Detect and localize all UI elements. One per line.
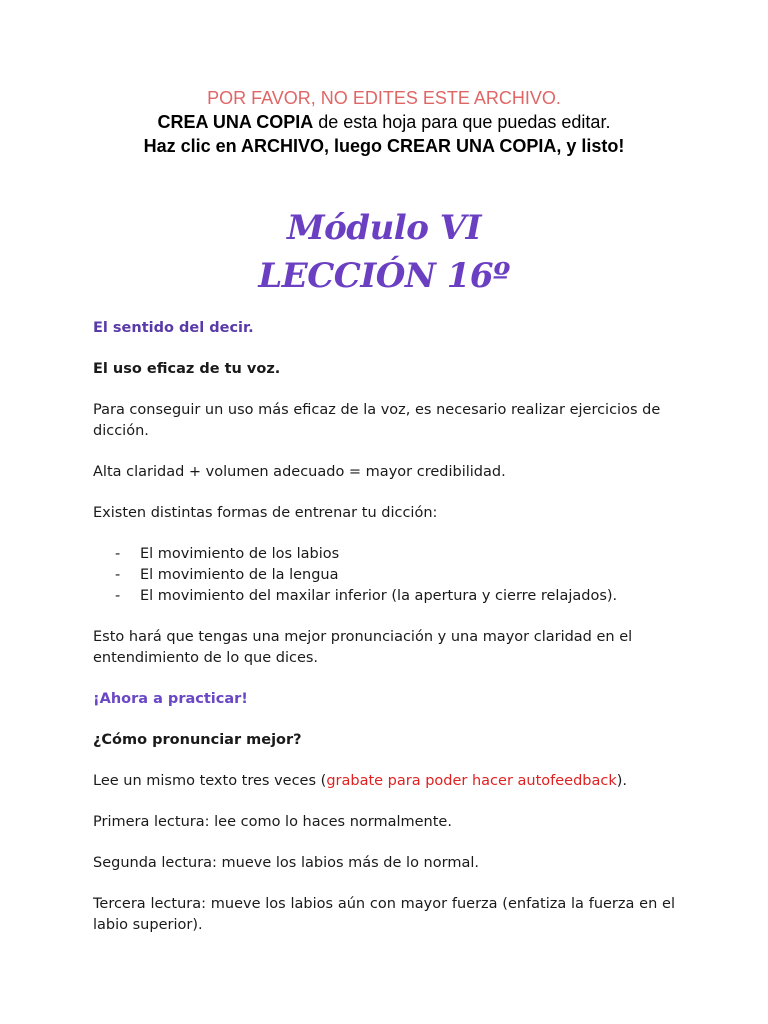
list-item-text: El movimiento de los labios [140,546,340,562]
notice-copy-rest: de esta hoja para que puedas editar. [313,112,611,132]
notice-copy-emphasis: CREA UNA COPIA [157,112,314,132]
list-item [93,544,675,565]
autofeedback-highlight: grabate para poder hacer autofeedback [326,773,617,789]
diccion-list [93,544,675,607]
bullet-dash: - [115,588,121,604]
paragraph-ejercicios: Para conseguir un uso más eficaz de la voz, es necesario realizar ejercicios de dicción. [93,402,661,439]
paragraph-segunda-lectura: Segunda lectura: mueve los labios más de lo normal. [93,855,479,871]
paragraph-primera-lectura: Primera lectura: lee como lo haces normalmente. [93,814,452,830]
notice-copy-instruction [0,110,768,134]
document-body [93,318,675,956]
lee-texto-start: Lee un mismo texto tres veces ( [93,773,327,789]
paragraph-formas: Existen distintas formas de entrenar tu dicción: [93,505,438,521]
copy-notice [0,86,768,158]
list-item-text: El movimiento del maxilar inferior (la apertura y cierre relajados). [140,588,618,604]
bullet-dash: - [115,546,121,562]
paragraph-pronunciacion: Esto hará que tengas una mejor pronunciación y una mayor claridad en el entendimiento de lo que dices. [93,629,633,666]
lee-texto-end: ). [616,773,628,789]
section-heading-sentido: El sentido del decir. [93,320,254,336]
paragraph-tercera-lectura: Tercera lectura: mueve los labios aún con mayor fuerza (enfatiza la fuerza en el labio superior). [93,896,675,933]
module-title: Módulo VI [286,208,482,248]
bullet-dash: - [115,567,121,583]
lesson-title: LECCIÓN 16º [258,256,510,296]
subheading-uso-eficaz: El uso eficaz de tu voz. [93,361,281,377]
section-heading-practicar: ¡Ahora a practicar! [93,691,248,707]
list-item-text: El movimiento de la lengua [140,567,339,583]
paragraph-lee-texto [93,771,675,792]
list-item [93,586,675,607]
notice-warning: POR FAVOR, NO EDITES ESTE ARCHIVO. [207,88,561,108]
paragraph-formula: Alta claridad + volumen adecuado = mayor credibilidad. [93,464,506,480]
subheading-como-pronunciar: ¿Cómo pronunciar mejor? [93,732,302,748]
notice-file-instruction: Haz clic en ARCHIVO, luego CREAR UNA COPIA, y listo! [143,136,625,156]
document-title [0,204,768,300]
list-item [93,565,675,586]
